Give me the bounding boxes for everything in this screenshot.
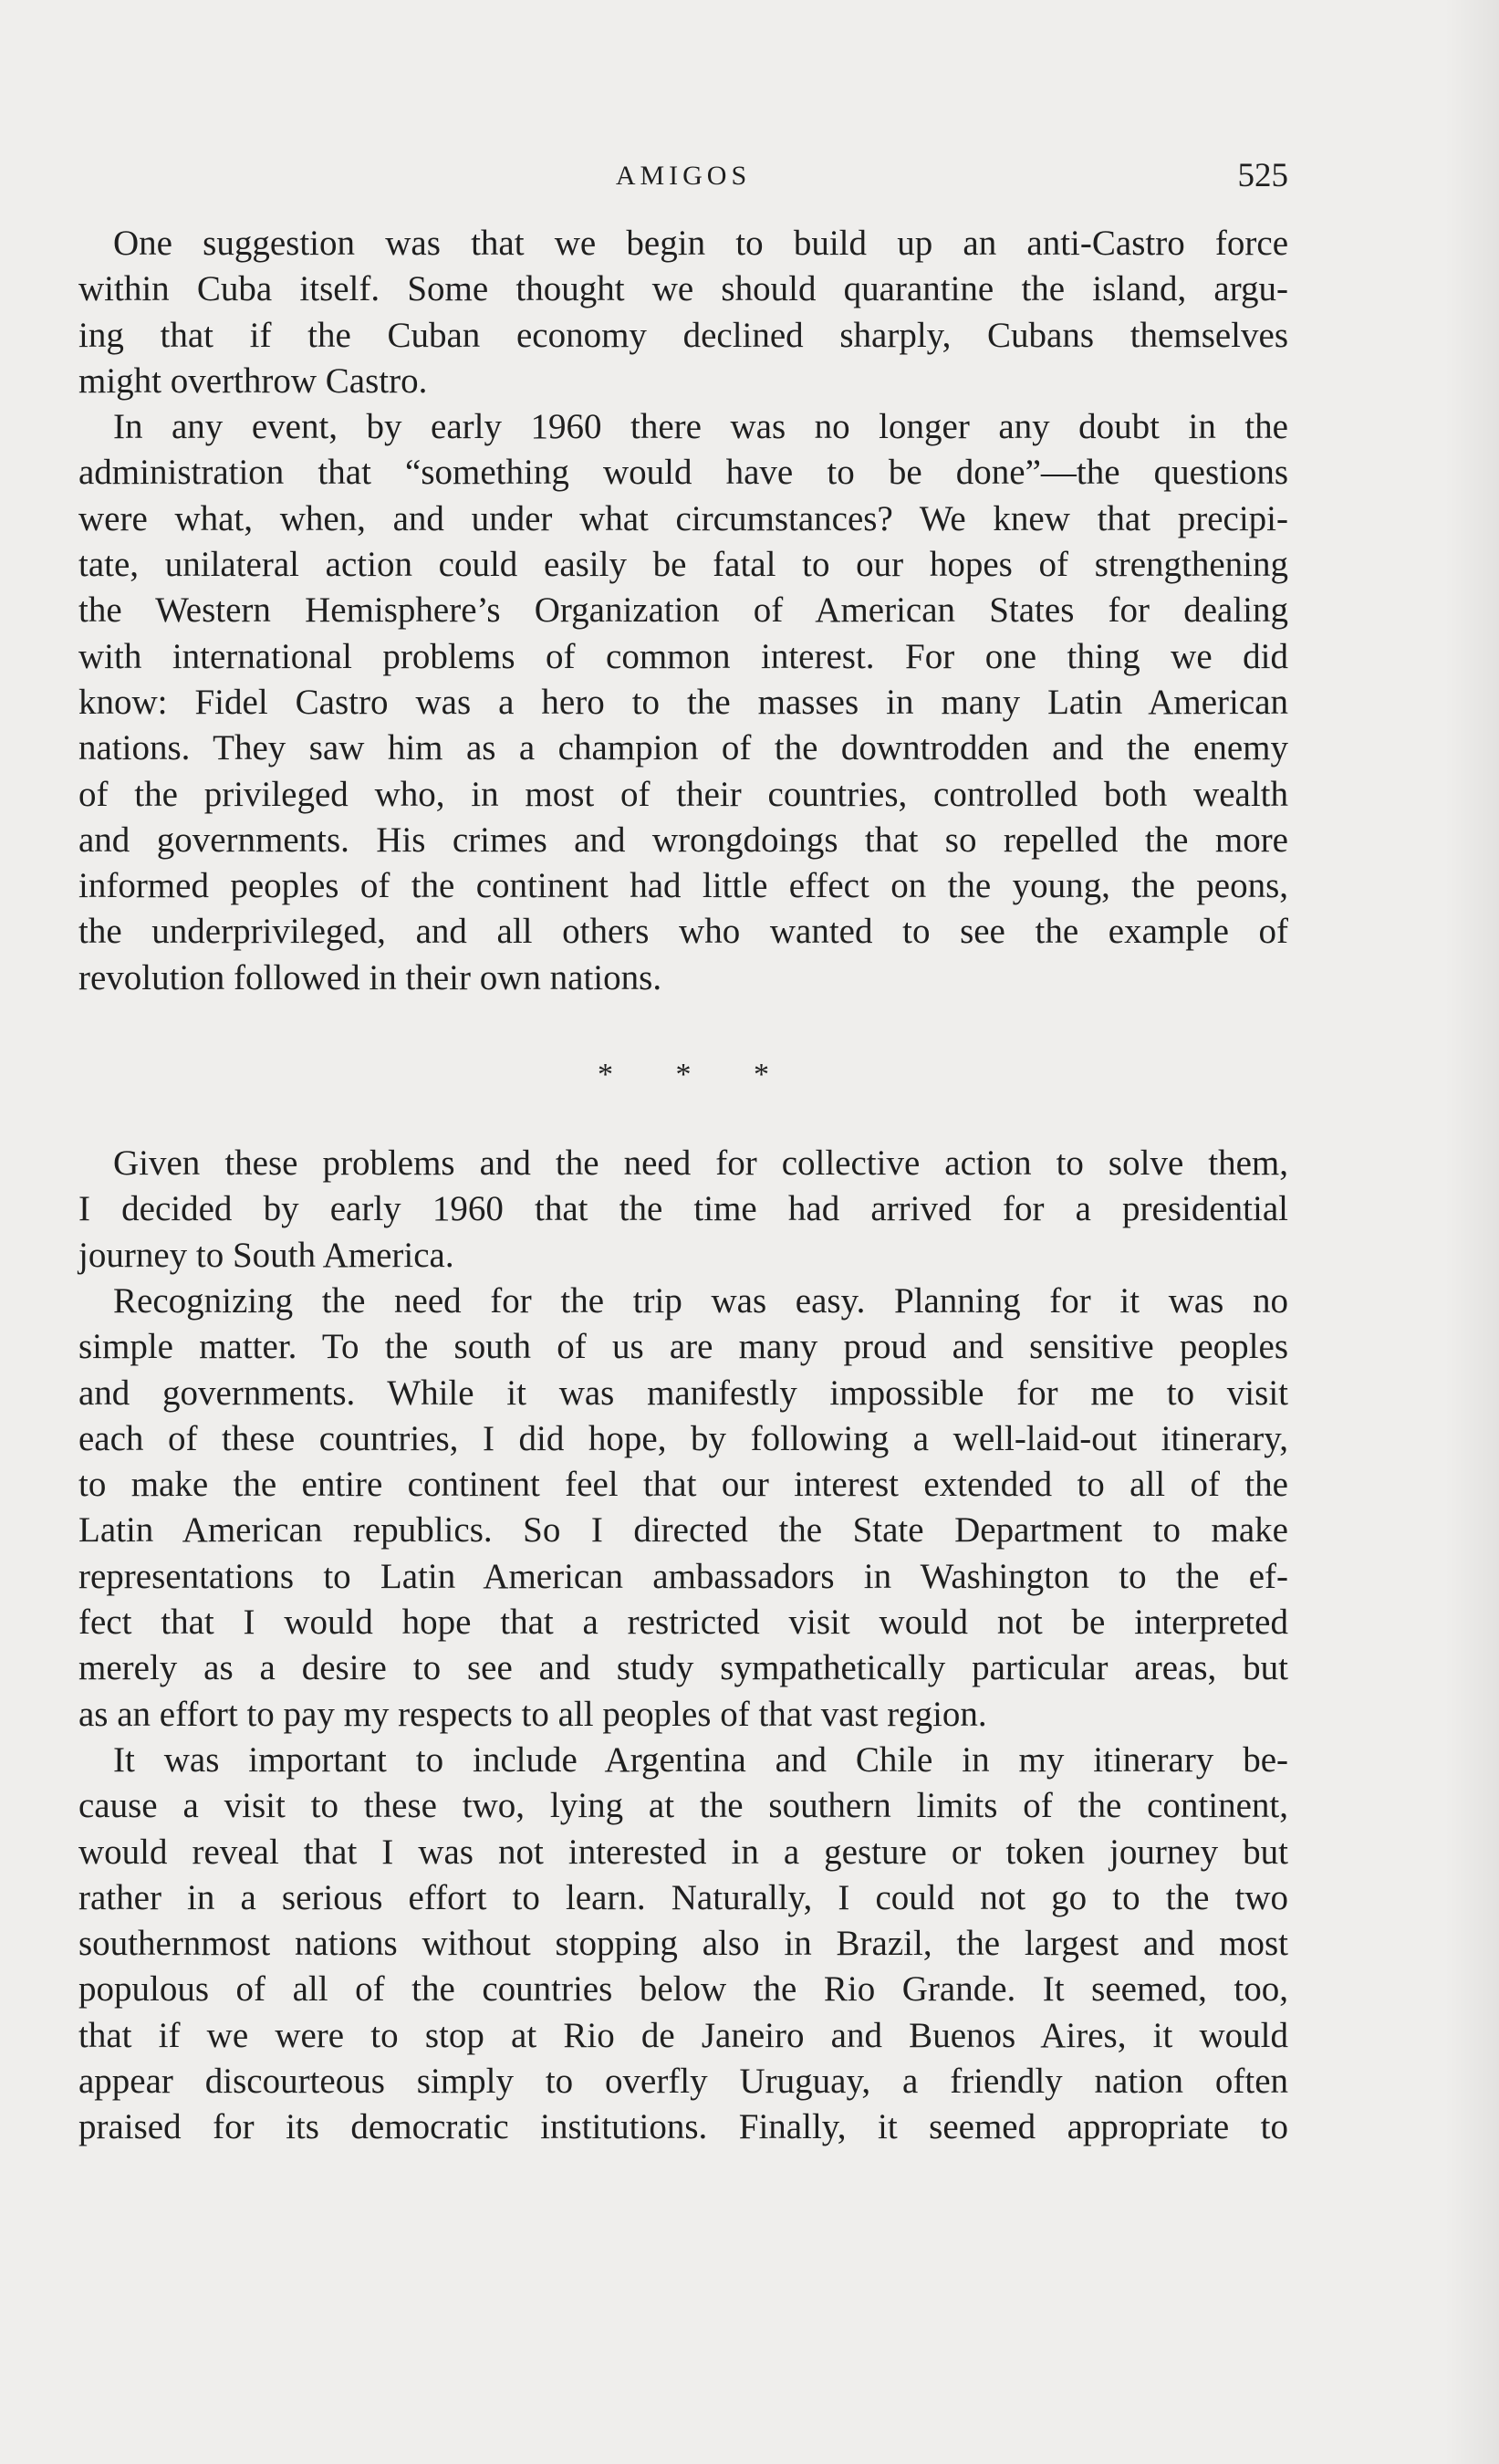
text-line: southernmost nations without stopping also in Brazil, the largest and most — [78, 1924, 1288, 1964]
text-line: rather in a serious effort to learn. Naturally, I could not go to the two — [78, 1877, 1288, 1917]
text-line: informed peoples of the continent had little effect on the young, the peons, — [78, 866, 1288, 906]
text-line: nations. They saw him as a champion of the downtrodden and the enemy — [78, 728, 1288, 768]
text-line: representations to Latin American ambassadors in Washington to the ef- — [78, 1556, 1288, 1596]
page-header — [78, 153, 1288, 199]
page-edge-shadow — [1444, 0, 1499, 2464]
paragraph — [78, 1141, 1288, 1279]
text-line: fect that I would hope that a restricted visit would not be interpreted — [78, 1603, 1288, 1643]
text-line: tate, unilateral action could easily be fatal to our hopes of strengthening — [78, 545, 1288, 585]
text-line: of the privileged who, in most of their countries, controlled both wealth — [78, 774, 1288, 814]
paragraph — [78, 404, 1288, 1001]
text-line: I decided by early 1960 that the time had arrived for a presidential — [78, 1189, 1288, 1229]
text-line: might overthrow Castro. — [78, 360, 428, 401]
text-line: the underprivileged, and all others who wanted to see the example of — [78, 912, 1288, 952]
text-line: to make the entire continent feel that our interest extended to all of the — [78, 1465, 1288, 1505]
text-line: One suggestion was that we begin to build up an anti-Castro force — [113, 224, 1288, 263]
text-line: cause a visit to these two, lying at the southern limits of the continent, — [78, 1786, 1288, 1826]
text-line: each of these countries, I did hope, by following a well-laid-out itinerary, — [78, 1418, 1288, 1458]
body-text — [78, 221, 1288, 2151]
text-line: simple matter. To the south of us are many proud and sensitive peoples — [78, 1327, 1288, 1367]
text-line: and governments. His crimes and wrongdoings that so repelled the more — [78, 820, 1288, 860]
text-line: Recognizing the need for the trip was easy. Planning for it was no — [113, 1280, 1288, 1321]
text-line: Given these problems and the need for collective action to solve them, — [113, 1143, 1288, 1184]
text-line: In any event, by early 1960 there was no longer any doubt in the — [113, 407, 1288, 447]
text-line: the Western Hemisphere’s Organization of American States for dealing — [78, 590, 1288, 631]
text-line: would reveal that I was not interested in a gesture or token journey but — [78, 1832, 1288, 1872]
text-line: praised for its democratic institutions. Finally, it seemed appropriate to — [78, 2107, 1288, 2147]
text-line: appear discourteous simply to overfly Uruguay, a friendly nation often — [78, 2061, 1288, 2101]
paragraph — [78, 1279, 1288, 1738]
paragraph — [78, 221, 1288, 404]
text-line: It was important to include Argentina and Chile in my itinerary be- — [113, 1739, 1288, 1780]
running-head: AMIGOS — [615, 161, 752, 191]
page-number: 525 — [1237, 157, 1288, 194]
text-line: merely as a desire to see and study sympathetically particular areas, but — [78, 1648, 1288, 1688]
text-line: that if we were to stop at Rio de Janeiro and Buenos Aires, it would — [78, 2015, 1288, 2055]
text-line: and governments. While it was manifestly impossible for me to visit — [78, 1373, 1288, 1413]
text-line: administration that “something would have to be done”—the questions — [78, 453, 1288, 493]
text-line: journey to South America. — [78, 1235, 454, 1275]
text-line: as an effort to pay my respects to all peoples of that vast region. — [78, 1694, 987, 1734]
text-line: ing that if the Cuban economy declined sharply, Cubans themselves — [78, 315, 1288, 355]
text-line: Latin American republics. So I directed the State Department to make — [78, 1510, 1288, 1550]
text-line: within Cuba itself. Some thought we should quarantine the island, argu- — [78, 269, 1288, 309]
text-line: populous of all of the countries below the Rio Grande. It seemed, too, — [78, 1969, 1288, 2010]
text-line: were what, when, and under what circumstances? We knew that precipi- — [78, 498, 1288, 538]
text-line: know: Fidel Castro was a hero to the masses in many Latin American — [78, 682, 1288, 722]
text-line: revolution followed in their own nations. — [78, 957, 662, 997]
section-separator: * * * — [598, 1057, 769, 1091]
paragraph — [78, 1738, 1288, 2151]
text-line: with international problems of common interest. For one thing we did — [78, 636, 1288, 676]
